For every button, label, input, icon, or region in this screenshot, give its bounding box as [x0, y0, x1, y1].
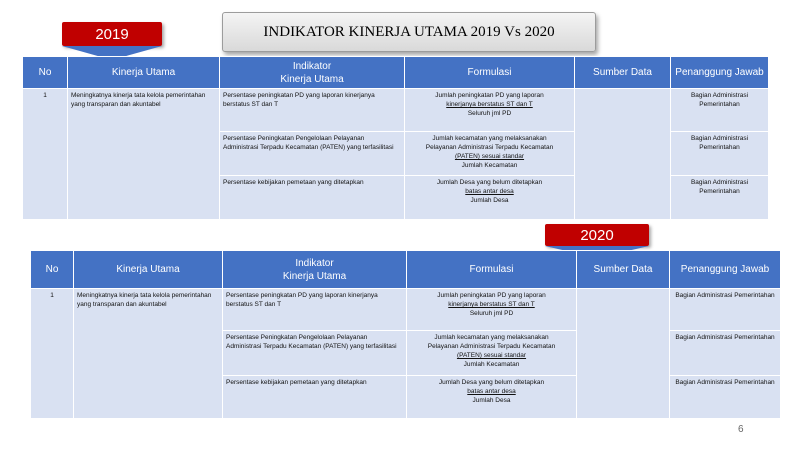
row-sumber-data — [575, 89, 671, 220]
header-formulasi: Formulasi — [407, 251, 577, 289]
header-no: No — [23, 57, 68, 89]
row-no: 1 — [23, 89, 68, 220]
header-indikator: Indikator Kinerja Utama — [223, 251, 407, 289]
page-number: 6 — [738, 424, 744, 435]
row-indikator: Persentase kebijakan pemetaan yang ditetapkan — [220, 176, 405, 220]
row-indikator: Persentase Peningkatan Pengelolaan Pelayanan Administrasi Terpadu Kecamatan (PATEN) yang terfasilitasi — [220, 132, 405, 176]
header-sumber-data: Sumber Data — [577, 251, 670, 289]
kpi-table-2019 — [22, 56, 769, 220]
header-no: No — [31, 251, 74, 289]
table-row — [31, 289, 781, 331]
row-kinerja-utama: Meningkatnya kinerja tata kelola pemerintahan yang transparan dan akuntabel — [68, 89, 220, 220]
table-header-row — [23, 57, 769, 89]
row-indikator: Persentase peningkatan PD yang laporan kinerjanya berstatus ST dan T — [223, 289, 407, 331]
header-penanggung-jawab: Penanggung Jawab — [671, 57, 769, 89]
year-label-2020: 2020 — [545, 224, 649, 246]
row-sumber-data — [577, 289, 670, 419]
header-kinerja-utama: Kinerja Utama — [74, 251, 223, 289]
row-formulasi: Jumlah Desa yang belum ditetapkan batas antar desa Jumlah Desa — [407, 376, 577, 419]
table-header-row — [31, 251, 781, 289]
row-formulasi: Jumlah peningkatan PD yang laporan kinerjanya berstatus ST dan T Seluruh jml PD — [405, 89, 575, 132]
header-sumber-data: Sumber Data — [575, 57, 671, 89]
header-penanggung-jawab: Penanggung Jawab — [670, 251, 781, 289]
row-formulasi: Jumlah peningkatan PD yang laporan kinerjanya berstatus ST dan T Seluruh jml PD — [407, 289, 577, 331]
row-no: 1 — [31, 289, 74, 419]
row-penanggung-jawab: Bagian Administrasi Pemerintahan — [671, 132, 769, 176]
row-formulasi: Jumlah Desa yang belum ditetapkan batas antar desa Jumlah Desa — [405, 176, 575, 220]
header-indikator: Indikator Kinerja Utama — [220, 57, 405, 89]
row-formulasi: Jumlah kecamatan yang melaksanakan Pelayanan Administrasi Terpadu Kecamatan (PATEN) sesuai standar Jumlah Kecamatan — [407, 331, 577, 376]
header-formulasi: Formulasi — [405, 57, 575, 89]
kpi-table-2020 — [30, 250, 781, 419]
row-indikator: Persentase Peningkatan Pengelolaan Pelayanan Administrasi Terpadu Kecamatan (PATEN) yang terfasilitasi — [223, 331, 407, 376]
row-penanggung-jawab: Bagian Administrasi Pemerintahan — [670, 376, 781, 419]
table-row — [23, 89, 769, 132]
year-label-2019: 2019 — [62, 22, 162, 46]
row-penanggung-jawab: Bagian Administrasi Pemerintahan — [670, 289, 781, 331]
header-kinerja-utama: Kinerja Utama — [68, 57, 220, 89]
slide-title: INDIKATOR KINERJA UTAMA 2019 Vs 2020 — [222, 12, 596, 52]
row-formulasi: Jumlah kecamatan yang melaksanakan Pelayanan Administrasi Terpadu Kecamatan (PATEN) sesuai standar Jumlah Kecamatan — [405, 132, 575, 176]
row-penanggung-jawab: Bagian Administrasi Pemerintahan — [670, 331, 781, 376]
row-kinerja-utama: Meningkatnya kinerja tata kelola pemerintahan yang transparan dan akuntabel — [74, 289, 223, 419]
row-indikator: Persentase kebijakan pemetaan yang ditetapkan — [223, 376, 407, 419]
row-penanggung-jawab: Bagian Administrasi Pemerintahan — [671, 89, 769, 132]
row-penanggung-jawab: Bagian Administrasi Pemerintahan — [671, 176, 769, 220]
row-indikator: Persentase peningkatan PD yang laporan kinerjanya berstatus ST dan T — [220, 89, 405, 132]
